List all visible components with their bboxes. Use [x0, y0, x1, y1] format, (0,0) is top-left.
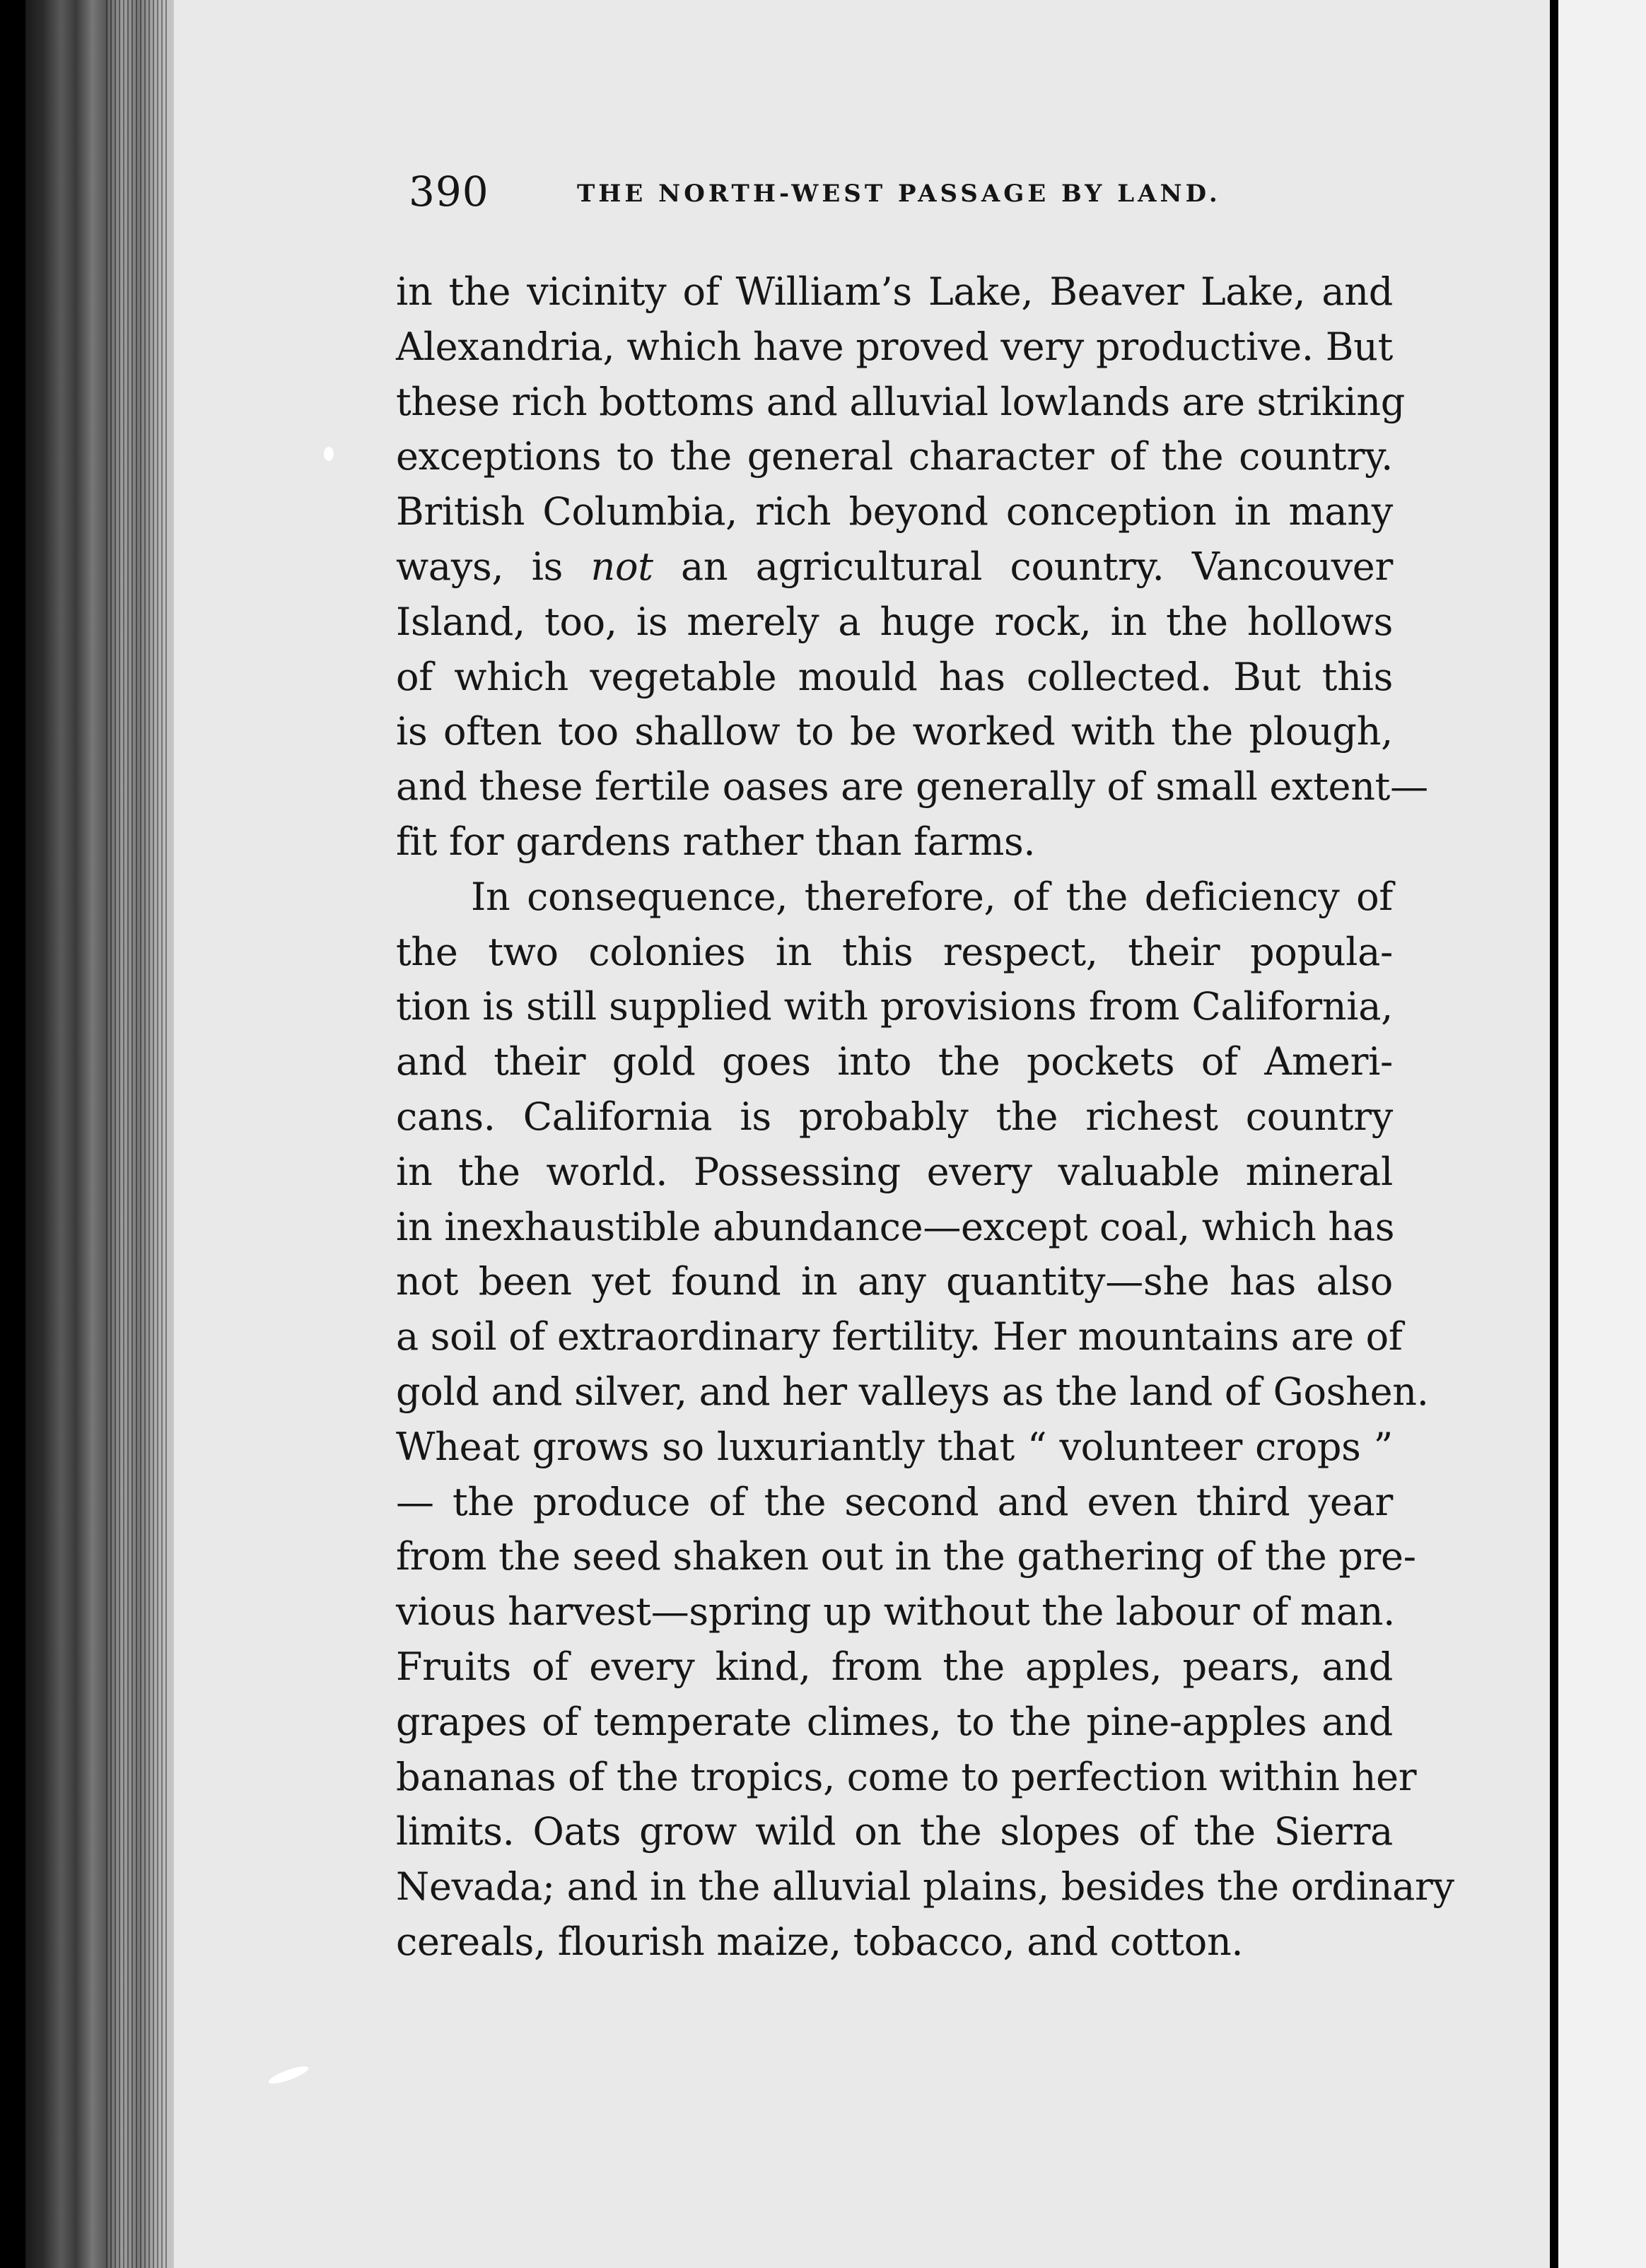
running-title: THE NORTH-WEST PASSAGE BY LAND.	[577, 180, 1221, 208]
text-line: not been yet found in any quantity—she has also	[396, 1259, 1393, 1304]
running-head	[409, 167, 1391, 216]
text-line: Alexandria, which have proved very productive. But	[396, 324, 1393, 369]
text-line: and their gold goes into the pockets of Ameri-	[396, 1039, 1393, 1085]
text-line: Fruits of every kind, from the apples, pears, and	[396, 1644, 1393, 1689]
text-line: in inexhaustible abundance—except coal, which has	[396, 1204, 1395, 1249]
text-line: of which vegetable mould has collected. But this	[396, 654, 1393, 699]
text-line: grapes of temperate climes, to the pine-apples and	[396, 1699, 1393, 1744]
text-line: bananas of the tropics, come to perfection within her	[396, 1754, 1417, 1799]
text-line: in the world. Possessing every valuable mineral	[396, 1149, 1393, 1194]
emphasis: not	[590, 544, 653, 589]
text-line: Wheat grows so luxuriantly that “ volunteer crops ”	[396, 1424, 1393, 1469]
facing-page-edge	[1558, 0, 1646, 2268]
text-line: — the produce of the second and even third year	[396, 1479, 1393, 1524]
text-line: these rich bottoms and alluvial lowlands are striking	[396, 379, 1405, 424]
text-run: ways, is	[396, 544, 591, 589]
text-line: gold and silver, and her valleys as the land of Goshen.	[396, 1369, 1429, 1414]
text-line: exceptions to the general character of the country.	[396, 434, 1393, 479]
text-line: vious harvest—spring up without the labour of man.	[396, 1589, 1396, 1635]
text-line: tion is still supplied with provisions from California,	[396, 984, 1393, 1029]
text-line: limits. Oats grow wild on the slopes of the Sierra	[396, 1809, 1393, 1854]
text-line: from the seed shaken out in the gathering of the pre-	[396, 1534, 1416, 1579]
text-line: the two colonies in this respect, their popula-	[396, 929, 1393, 974]
text-line: and these fertile oases are generally of small extent—	[396, 764, 1428, 809]
scan-speck	[324, 447, 334, 461]
text-line: in the vicinity of William’s Lake, Beaver Lake, and	[396, 269, 1393, 314]
body-text	[396, 264, 1454, 1970]
text-run: an agricultural country. Vancouver	[653, 544, 1393, 589]
text-line: In consequence, therefore, of the deficiency of	[471, 874, 1393, 919]
text-line: Nevada; and in the alluvial plains, besides the ordinary	[396, 1864, 1454, 1910]
text-line: British Columbia, rich beyond conception in many	[396, 489, 1393, 534]
text-line	[396, 539, 1393, 595]
page-edges	[106, 0, 170, 2268]
text-line: Island, too, is merely a huge rock, in the hollows	[396, 599, 1393, 644]
text-line: fit for gardens rather than farms.	[396, 819, 1036, 864]
text-line: cans. California is probably the richest country	[396, 1094, 1393, 1139]
text-line: cereals, flourish maize, tobacco, and cotton.	[396, 1919, 1244, 1964]
text-line: is often too shallow to be worked with the plough,	[396, 709, 1393, 754]
page-number: 390	[409, 168, 489, 216]
text-line: a soil of extraordinary fertility. Her mountains are of	[396, 1314, 1403, 1360]
